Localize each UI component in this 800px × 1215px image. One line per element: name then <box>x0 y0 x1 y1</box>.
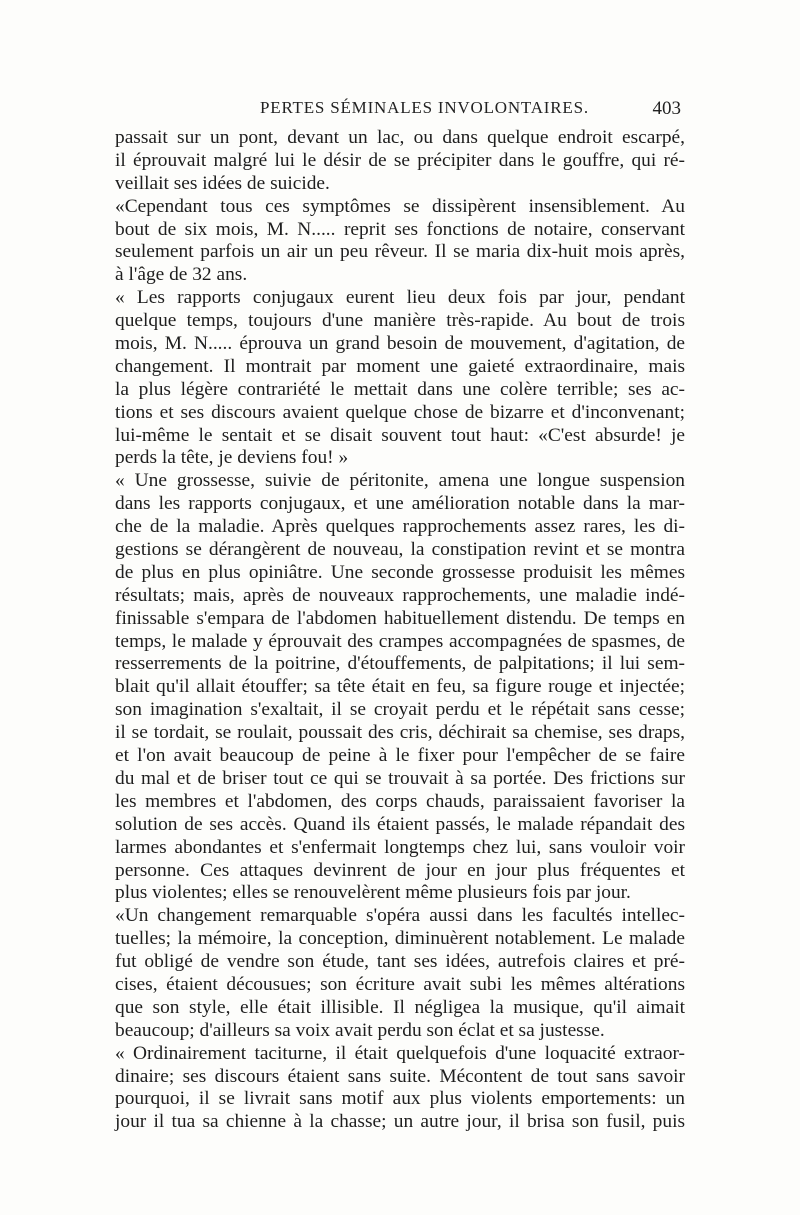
page-number: 403 <box>652 98 681 119</box>
text-line: tions et ses discours avaient quelque chose de bizarre et d'inconvenant; <box>115 401 685 423</box>
text-line: tuelles; la mémoire, la conception, diminuèrent notablement. Le malade <box>115 928 685 950</box>
text-line: son imagination s'exaltait, il se croyait perdu et le répétait sans cesse; <box>115 699 685 721</box>
text-line: quelque temps, toujours d'une manière très-rapide. Au bout de trois <box>115 310 685 332</box>
text-line: «Cependant tous ces symptômes se dissipèrent insensiblement. Au <box>115 195 685 217</box>
text-line: dinaire; ses discours étaient sans suite. Mécontent de tout sans savoir <box>115 1065 685 1087</box>
text-line: temps, le malade y éprouvait des crampes accompagnées de spasmes, de <box>115 630 685 652</box>
text-line: plus violentes; elles se renouvelèrent même plusieurs fois par jour. <box>115 882 631 904</box>
text-line: perds la tête, je deviens fou! » <box>115 447 349 469</box>
body-text <box>115 127 685 1134</box>
text-line: pourquoi, il se livrait sans motif aux plus violents emportements: un <box>115 1088 685 1110</box>
text-line: veillait ses idées de suicide. <box>115 172 330 194</box>
text-line: «Un changement remarquable s'opéra aussi dans les facultés intellec- <box>115 905 685 927</box>
text-line: que son style, elle était illisible. Il négligea la musique, qu'il aimait <box>115 996 685 1018</box>
text-line: mois, M. N..... éprouva un grand besoin de mouvement, d'agitation, de <box>115 333 685 355</box>
text-line: seulement parfois un air un peu rêveur. Il se maria dix-huit mois après, <box>115 241 685 263</box>
text-line: dans les rapports conjugaux, et une amélioration notable dans la mar- <box>115 493 685 515</box>
text-line: che de la maladie. Après quelques rapprochements assez rares, les di- <box>115 516 685 538</box>
text-line: il éprouvait malgré lui le désir de se précipiter dans le gouffre, qui ré- <box>115 149 685 171</box>
text-line: changement. Il montrait par moment une gaieté extraordinaire, mais <box>115 355 685 377</box>
text-line: beaucoup; d'ailleurs sa voix avait perdu son éclat et sa justesse. <box>115 1019 605 1041</box>
running-title: PERTES SÉMINALES INVOLONTAIRES. <box>260 98 589 117</box>
text-line: passait sur un pont, devant un lac, ou dans quelque endroit escarpé, <box>115 127 685 148</box>
text-line: cises, étaient décousues; son écriture avait subi les mêmes altérations <box>115 973 685 995</box>
text-line: « Les rapports conjugaux eurent lieu deux fois par jour, pendant <box>115 287 685 309</box>
text-line: du mal et de briser tout ce qui se trouvait à sa portée. Des frictions sur <box>115 767 685 789</box>
text-line: blait qu'il allait étouffer; sa tête était en feu, sa figure rouge et injectée; <box>115 676 685 698</box>
text-line: les membres et l'abdomen, des corps chauds, paraissaient favoriser la <box>115 790 685 812</box>
text-line: « Ordinairement taciturne, il était quelquefois d'une loquacité extraor- <box>115 1042 685 1064</box>
text-line: fut obligé de vendre son étude, tant ses idées, autrefois claires et pré- <box>115 951 685 973</box>
text-line: finissable s'empara de l'abdomen habituellement distendu. De temps en <box>115 607 685 629</box>
text-line: resserrements de la poitrine, d'étouffements, de palpitations; il lui sem- <box>115 653 685 675</box>
text-line: résultats; mais, après de nouveaux rapprochements, une maladie indé- <box>115 584 685 606</box>
text-line: « Une grossesse, suivie de péritonite, amena une longue suspension <box>115 470 685 492</box>
text-line: de plus en plus opiniâtre. Une seconde grossesse produisit les mêmes <box>115 561 685 583</box>
text-line: la plus légère contrariété le mettait dans une colère terrible; ses ac- <box>115 378 685 400</box>
text-line: bout de six mois, M. N..... reprit ses fonctions de notaire, conservant <box>115 218 685 240</box>
text-line: et l'on avait beaucoup de peine à le fixer pour l'empêcher de se faire <box>115 745 685 767</box>
text-line: lui-même le sentait et se disait souvent tout haut: «C'est absurde! je <box>115 424 685 446</box>
text-line: gestions se dérangèrent de nouveau, la constipation revint et se montra <box>115 539 685 561</box>
text-line: personne. Ces attaques devinrent de jour en jour plus fréquentes et <box>115 859 685 881</box>
text-line: à l'âge de 32 ans. <box>115 264 248 286</box>
text-line: jour il tua sa chienne à la chasse; un autre jour, il brisa son fusil, puis <box>115 1111 685 1133</box>
running-head <box>115 98 681 122</box>
text-line: il se tordait, se roulait, poussait des cris, déchirait sa chemise, ses draps, <box>115 722 685 744</box>
text-line: larmes abondantes et s'enfermait longtemps chez lui, sans vouloir voir <box>115 836 685 858</box>
text-line: solution de ses accès. Quand ils étaient passés, le malade répandait des <box>115 813 685 835</box>
